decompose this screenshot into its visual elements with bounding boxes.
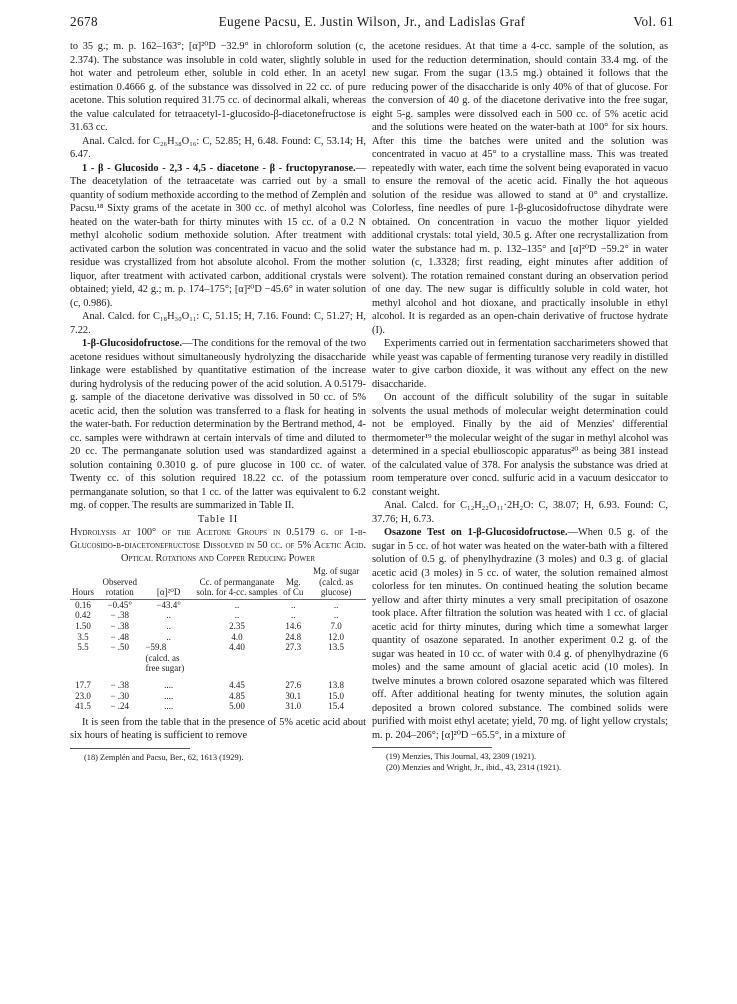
section-heading: Osazone Test on 1-β-Glucosidofructose. [384, 527, 568, 538]
right-column [372, 40, 668, 773]
paragraph: to 35 g.; m. p. 162–163°; [α]²⁰D −32.9° in chloroform solution (c, 2.374). The substance was insoluble in cold water, slightly soluble in hot water and petroleum ether, soluble in cold ether. In an acetyl estimation 0.4666 g. of the substance was dissolved in 22 cc. of pure acetone. This solution required 31.75 cc. of decinormal alkali, whereas the value calculated for tetraacetyl-1-glucosido-β-diacetonefructose is 31.63 cc. [70, 41, 366, 133]
table-cell: .. [333, 599, 339, 610]
table-cell: 4.85 [229, 690, 245, 701]
table-cell: 1.50 [75, 620, 91, 631]
left-column [70, 40, 366, 763]
column-header: Observed rotation [96, 566, 143, 599]
table-cell: − .38 [110, 610, 130, 621]
table-cell: .. [234, 610, 240, 621]
table-row [70, 632, 366, 643]
footnote: (18) Zemplén and Pacsu, Ber., 62, 1613 (1929). [84, 752, 244, 762]
table-cell: .... [164, 690, 174, 701]
table-cell: 41.5 [75, 701, 91, 712]
table-cell: 31.0 [285, 701, 302, 712]
paragraph-body: —The conditions for the removal of the two acetone residues without simultaneously hydrolyzing the disaccharide linkage were established by quantitative estimation of the increase during hydrolysis of the reducing power of the acid solution. A 0.5179-g. sample of the diacetone derivative was dissolved in 50 cc. of 5% acetic acid, then the solution was transferred to a flask for heating in the water-bath. For reduction determination by the Bertrand method, 4-cc. samples were withdrawn at certain intervals of time and diluted to 20 cc. The permanganate solution used was standardized against a solution containing 0.3010 g. of pure glucose in 100 cc. of water. Twenty cc. of this solution required 18.22 cc. of the potassium permanganate solution, so that 1 cc. of the latter was equivalent to 6.2 mg. of copper. The results are summarized in Table II. [70, 338, 366, 511]
table-cell: 2.35 [229, 620, 245, 631]
running-header [70, 14, 674, 32]
paragraph [70, 162, 366, 311]
table-cell: 5.00 [229, 701, 245, 712]
column-header: Mg. of sugar (calcd. as glucose) [306, 566, 366, 599]
table-cell: − .38 [110, 620, 130, 631]
analysis-line: Anal. Calcd. for C₁₂H₂₂O₁₁·2H₂O: C, 38.07; H, 6.93. Found: C, 37.76; H, 6.73. [372, 500, 668, 525]
footnote: (19) Menzies, This Journal, 43, 2309 (1921). [386, 752, 537, 761]
table-cell: 17.7 [75, 679, 91, 690]
header-authors: Eugene Pacsu, E. Justin Wilson, Jr., and Ladislas Graf [218, 14, 526, 29]
table-cell: − .24 [110, 701, 130, 712]
column-header: [α]²⁰D [143, 566, 193, 599]
footnote: (20) Menzies and Wright, Jr., ibid., 43, 2314 (1921). [386, 763, 562, 772]
table-cell: 27.6 [285, 679, 302, 690]
table-cell: .. [166, 610, 171, 621]
table-cell: −0.45° [107, 599, 132, 610]
paragraph-body: —When 0.5 g. of the sugar in 5 cc. of hot water was heated on the water-bath with a filtered solution of 0.5 g. of phenylhydrazine (3 moles) and 0.3 g. of glacial acetic acid (3 moles) in 5 cc. of water, the solution remained almost colorless for ten minutes. On continued heating the solution became yellow and after thirty minutes a very small precipitation of osazone took place. After filtration the solution was heated with 1 cc. of glacial acetic acid for thirty minutes, during which time a somewhat larger quantity of osazone separated. In another experiment 0.2 g. of the sugar was heated in 10 cc. of water with 0.4 g. of phenylhydrazine (6 moles) and the same amount of glacial acetic acid (10 moles). In twelve minutes a brown colored osazone separated which was filtered off. After additional heating for twenty minutes, the solution again deposited a brown colored substance. The combined solids were purified with moist ethyl acetate; yield, 70 mg. of light yellow crystals; m. p. 204–206°; [α]²⁰D −65.5°, in a mixture of [372, 527, 669, 741]
table-cell: .... [164, 679, 174, 690]
table-cell: .. [234, 599, 240, 610]
table-row [70, 599, 366, 610]
table-cell: 24.8 [285, 631, 302, 642]
table-cell: − .30 [110, 690, 130, 701]
table-row [70, 621, 366, 632]
column-header: Mg. of Cu [280, 566, 306, 599]
paragraph [372, 526, 668, 742]
table-cell: 0.16 [75, 599, 91, 610]
table-cell: 4.40 [229, 642, 245, 653]
table-cell: 0.42 [75, 610, 91, 621]
column-header: Hours [70, 566, 96, 599]
section-heading: 1-β-Glucosidofructose. [82, 338, 182, 349]
table-row [70, 691, 366, 702]
table-cell: − .50 [110, 642, 130, 653]
analysis-line: Anal. Calcd. for C₁₈H₃₀O₁₁: C, 51.15; H, 7.16. Found: C, 51.27; H, 7.22. [70, 311, 366, 336]
table-cell: 3.5 [77, 631, 89, 642]
footnote-divider [70, 748, 190, 749]
table-cell: 23.0 [75, 690, 91, 701]
page-number: 2678 [70, 14, 98, 29]
paragraph: the acetone residues. At that time a 4-cc. sample of the solution, as used for the reduction determination, should contain 33.4 mg. of the new sugar. From the sugar (13.5 mg.) obtained it follows that the reducing power of the disaccharide is only 40% of that of glucose. For the conversion of 40 g. of the diacetone derivative into the free sugar, eight 5-g. samples were dissolved each in 500 cc. of 5% acetic acid and the solutions were heated on the water-bath at 100° for six hours. After this time the batches were united and the solution was concentrated in vacuo at 45° to a crystalline mass. This was treated repeatedly with water, each time the solvent being evaporated in vacuo to ensure the removal of the acetic acid. Finally the hot aqueous solution of the residue was allowed to stand at 0° and crystallize. Colorless, fine needles of pure 1-β-glucosidofructose dihydrate were obtained. On concentration in vacuo the mother liquor yielded additional crystals: total yield, 30.5 g. After one recrystallization from water the substance had m. p. 132–135° and [α]²⁰D −59.2° in water solution (c, 1.3328; first reading, eight minutes after addition of solvent). The rotation remained constant during an observation period of one day. The new sugar is difficultly soluble in cold water, hot methyl alcohol and hot dioxane, and practically insoluble in ethyl alcohol. It is regarded as an open-chain derivative of fructose hydrate (I). [372, 41, 668, 336]
paragraph: On account of the difficult solubility of the sugar in suitable solvents the usual methods of molecular weight determination could not be employed. Finally by the aid of Menzies' differential thermometer¹⁹ the molecular weight of the sugar in methyl alcohol was determined in a special ebullioscopic apparatus²⁰ as being 381 instead of the calculated value of 378. For analysis the substance was dried at room temperature over concd. sulfuric acid in a vacuum desiccator to constant weight. [372, 392, 668, 498]
table-row [70, 701, 366, 712]
paragraph [70, 337, 366, 513]
table-cell: −59.8 (calcd. as free sugar) [145, 642, 185, 674]
table-cell: 13.5 [328, 642, 345, 653]
table-cell: 7.0 [330, 620, 342, 631]
table-cell: .... [164, 701, 174, 712]
table-cell: .. [166, 631, 171, 642]
table-caption: Hydrolysis at 100° of the Acetone Groups in 0.5179 g. of 1-β-Glucosido-β-diacetonefructose Dissolved in 50 cc. of 5% Acetic Acid. Optical Rotations and Copper Reducing Power [70, 527, 366, 564]
table-row [70, 610, 366, 621]
table-cell: 13.8 [328, 679, 345, 690]
table-cell: 4.45 [229, 679, 245, 690]
table-cell: .. [291, 599, 296, 610]
footnote-divider [372, 747, 492, 748]
analysis-line: Anal. Calcd. for C₂₆H₃₈O₁₆: C, 52.85; H, 6.48. Found: C, 53.14; H, 6.47. [70, 135, 366, 160]
table-header-row [70, 566, 366, 599]
table-cell: 30.1 [285, 690, 302, 701]
table-cell: .. [291, 610, 296, 621]
table-row [70, 674, 366, 691]
table-cell: 27.3 [285, 642, 302, 653]
table-cell: 12.0 [328, 631, 345, 642]
volume-label: Vol. 61 [633, 14, 674, 29]
table-cell: −43.4° [156, 599, 181, 610]
table-cell: .. [166, 620, 171, 631]
data-table [70, 566, 366, 712]
table-cell: .. [333, 610, 339, 621]
paragraph-body: —The deacetylation of the tetraacetate was carried out by a small quantity of sodium methoxide according to the method of Zemplén and Pacsu.¹⁸ Sixty grams of the acetate in 300 cc. of methyl alcohol was heated on the water-bath for thirty minutes with 15 cc. of a 0.2 N methyl alcoholic sodium methoxide solution. After treatment with activated carbon the solution was concentrated in vacuo and the solid residue was crystallized from hot absolute alcohol. From the mother liquor, after treatment with activated carbon, additional crystals were obtained; yield, 42 g.; m. p. 174–175°; [α]²⁰D −45.6° in water solution (c, 0.986). [70, 162, 366, 309]
paragraph: It is seen from the table that in the presence of 5% acetic acid about six hours of heating is sufficient to remove [70, 716, 366, 742]
table-cell: 15.0 [328, 690, 345, 701]
table-cell: 15.4 [328, 701, 345, 712]
table-title: Table II [197, 513, 239, 525]
table-row [70, 642, 366, 674]
table-cell: 5.5 [77, 642, 89, 653]
table-cell: 4.0 [231, 631, 243, 642]
table-cell: 14.6 [285, 620, 302, 631]
table-cell: − .48 [110, 631, 130, 642]
table-cell: − .38 [110, 679, 130, 690]
paragraph: Experiments carried out in fermentation saccharimeters showed that while yeast was capable of fermenting turanose very readily in distilled water to give carbon dioxide, it was without any effect on the new disaccharide. [372, 338, 668, 390]
column-header: Cc. of permanganate soln. for 4-cc. samples [194, 566, 280, 599]
section-heading: 1 - β - Glucosido - 2,3 - 4,5 - diacetone - β - fructopyranose. [82, 162, 356, 174]
